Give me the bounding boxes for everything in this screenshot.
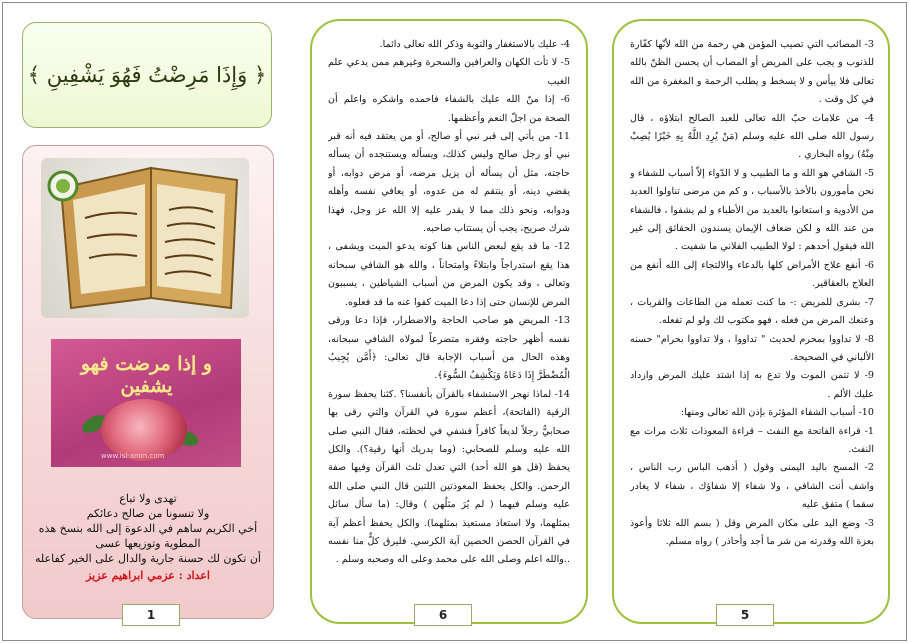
- gift-line: ولا تنسونا من صالح دعائكم: [86, 507, 210, 520]
- flower-watermark: www.isl-anon.com: [101, 452, 165, 460]
- book-illustration: [41, 158, 249, 318]
- title-box: [22, 22, 272, 128]
- paragraph: 8- لا تداووا بمحرم لحديث " تداووا ، ولا تداووا بحرام" حسنه الألباني في الصحيحة.: [630, 333, 874, 363]
- paragraph: 10- أسباب الشفاء المؤثرة بإذن الله تعالى ومنها:: [680, 407, 874, 419]
- paragraph: 4- من علامات حبّ الله تعالى للعبد الصالح ابتلاؤه ، قال رسول الله صلى الله عليه وسلم (مَنْ يُرِدِ اللَّهُ بِهِ خَيْرًا يُصِبْ مِنْهُ) رواه البخاري .: [630, 112, 874, 161]
- paragraph: 5- الشافي هو الله و ما الطبيب و لا الدّواء إلاّ أسباب للشفاء و نحن مأمورون بالأخذ بالأسباب ، و كم من مرضى تناولوا العديد من الأدوية و استعانوا بالعديد من الأطباء و لم يشفوا ، فالشفاء من عند الله و لكن ضعاف الإيمان يسندون الحقائق إلى غير الله فيقول أحدهم : لولا الطبيب الفلاني ما شفيت .: [630, 167, 874, 253]
- flower-image: [51, 339, 241, 467]
- flower-verse: و إذا مرضت فهو يشفين: [80, 353, 213, 397]
- paragraph: 3- المصائب التي تصيب المؤمن هي رحمة من الله لأنّها كفّارة للذنوب و يجب على المريض أو المصاب أن يحسن الظنّ بالله تعالى فلا ييأس و لا يسخط و يطلب الرحمة و المغفرة من الله في كل وقت .: [630, 39, 874, 106]
- paragraph: 1- قراءة الفاتحة مع النفث – قراءة المعوذات ثلاث مرات مع النفث.: [630, 425, 874, 455]
- paragraph: 2- المسح باليد اليمنى وقول ( أذهب الباس رب الناس ، واشف أنت الشافي ، ولا شفاء إلا شفاؤك ، شفاء لا يغادر سقما ) متفق عليه: [630, 462, 874, 511]
- panel-6-text: [328, 36, 570, 596]
- gift-line: أخي الكريم ساهم في الدعوة إلى الله بنسخ هذه المطوية وتوزيعها عسى: [38, 522, 258, 550]
- paragraph: 6- أنفع علاج الأمراض كلها بالدعاء والالتجاء إلى الله أنفع من العلاج بالعقاقير.: [630, 259, 874, 290]
- paragraph: 6- إذا منّ الله عليك بالشفاء فاحمده واشكره واعلم أن الصحة من اجلّ النعم وأعظمها.: [328, 94, 570, 124]
- gift-line: تهدى ولا تباع: [119, 492, 177, 505]
- paragraph: 12- ما قد يقع لبعض الناس هنا كونه يدعو الميت ويشفى ، هذا يقع استدراجاً وابتلاءً وامتحاناً ، والله هو الشافي سبحانه وتعالى ، وقد يكون المرض من أسباب الشياطين ، يسببون المرض للإنسان حتى إذا دعا الميت كفوا عنه ما قد فعلوه.: [328, 241, 570, 308]
- gift-note: [30, 491, 266, 583]
- paragraph: 5- لا تأت الكهان والعرافين والسحرة وغيرهم ممن يدعي علم الغيب: [328, 57, 570, 87]
- paragraph: 4- عليك بالاستغفار والتوبة وذكر الله تعالى دائما.: [379, 39, 570, 50]
- paragraph: 7- بشرى للمريض :- ما كنت تعمله من الطاعات والقربات ، وعنعك المرض من فعله ، فهو مكتوب لك ولو لم تفعله.: [630, 296, 874, 327]
- author-credit: اعداد : عزمي ابراهيم عزيز: [86, 569, 210, 582]
- page-number-5: 5: [716, 604, 774, 626]
- leaflet-title: ﴿ وَإِذَا مَرِضْتُ فَهُوَ يَشْفِينِ ﴾: [27, 63, 267, 87]
- gift-line: أن تكون لك حسنة جارية والدال على الخير كفاعله: [35, 552, 261, 565]
- paragraph: 11- من يأتي إلى قبر نبي أو صالح، أو من يعتقد فيه أنه قبر نبي أو رجل صالح وليس كذلك، ويسأله ويستنجده أن يسأله حاجته، مثل أن يسأله أن يزيل مرضه، أو مرض دوابه، أو يقضي دينه، أو ينتقم له من عدوه، أو يعافي نفسه وأهله ودوابه، ونحو ذلك مما لا يقدر عليه إلا الله عز وجل، فهذا شرك صريح، يجب أن يستتاب صاحبه.: [328, 131, 570, 235]
- paragraph: 9- لا تتمن الموت ولا تدع به إذا اشتد عليك المرض وازداد عليك الألم .: [630, 370, 874, 400]
- page-number-1: 1: [122, 604, 180, 626]
- paragraph: 14- لماذا نهجر الاستشفاء بالقرآن بأنفسنا؟ .كثنا يحفظ سورة الرقية (الفاتحة)، أعظم سورة في القرآن والتي رقى بها صحابيٌّ رجلاً لديغاً كافراً فشفي في لحظته، فقال النبي صلى الله عليه وسلم للصحابي: (وما يدريك أنها رقية؟). والكل يحفظ (قل هو الله أحد) التي تعدل ثلث القرآن وفيها صفة الرحمن. والكل يحفظ المعوذتين اللتين قال النبي صلى الله عليه وسلم فيهما ( لم يُرَ مثلُهن ) وقال: (ما سأل سائل بمثلهما، ولا استعاذ مستعيذ بمثلهما). والكل يحفظ أعظم آية في القرآن الحصن الحصين آية الكرسي. فليرق كلٌّ منا نفسه ..والله اعلم وصلى الله على محمد وعلى اله وصحبه وسلم .: [328, 388, 570, 566]
- paragraph: 13- المريض هو صاحب الحاجة والاضطرار، فإذا دعا ورقى نفسه أظهر حاجته وفقره متضرعاً لمولاه الشافي سبحانه، وهذه الحال من أسباب الإجابة قال تعالى: ﴿أَمَّن يُجِيبُ الْمُضْطَرَّ إِذَا دَعَاهُ وَيَكْشِفُ السُّوءَ﴾.: [328, 315, 570, 382]
- panel-5-text: [630, 36, 874, 596]
- page-number-6: 6: [414, 604, 472, 626]
- quran-book-image: [41, 158, 249, 318]
- paragraph: 3- وضع اليد على مكان المرض وقل ( بسم الله ثلاثا وأعوذ بعزة الله وقدرته من شر ما أجد وأحاذر ) رواه مسلم.: [630, 517, 874, 547]
